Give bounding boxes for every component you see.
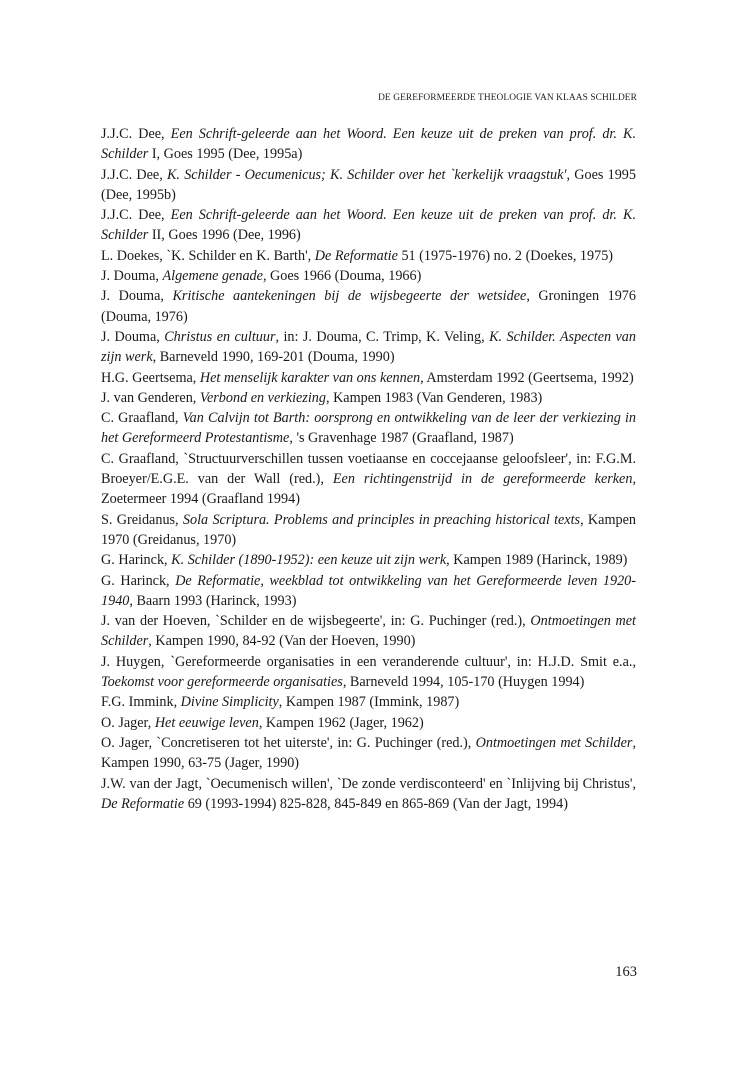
bibliography-entry	[101, 408, 636, 449]
entry-text: F.G. Immink,	[101, 694, 181, 711]
entry-title: Algemene genade	[162, 268, 263, 285]
entry-title: Verbond en verkiezing	[199, 389, 326, 406]
entry-title: De Reformatie, weekblad tot ontwikkeling van het Gereformeerde leven 1920-1940	[101, 572, 636, 609]
entry-text: , Kampen 1987 (Immink, 1987)	[278, 694, 460, 711]
bibliography-entry	[101, 246, 636, 266]
entry-text: , Zoetermeer 1994 (Graafland 1994)	[101, 471, 636, 508]
bibliography-entry	[101, 733, 636, 774]
bibliography-entry	[101, 388, 636, 408]
entry-text: , Goes 1995 (Dee, 1995b)	[101, 166, 636, 203]
entry-text: , Kampen 1990, 63-75 (Jager, 1990)	[101, 734, 636, 772]
bibliography-entry	[101, 550, 636, 570]
entry-title: Divine Simplicity	[180, 694, 279, 711]
entry-text: O. Jager,	[101, 714, 155, 731]
entry-text: , Kampen 1990, 84-92 (Van der Hoeven, 1990)	[148, 633, 416, 650]
entry-text: J.J.C. Dee,	[101, 207, 171, 224]
bibliography-entry	[101, 652, 636, 693]
bibliography-entry	[101, 266, 636, 286]
entry-text: , Baarn 1993 (Harinck, 1993)	[129, 592, 297, 609]
entry-text: , Kampen 1970 (Greidanus, 1970)	[101, 511, 636, 548]
entry-text: C. Graafland,	[101, 410, 183, 427]
entry-text: 69 (1993-1994) 825-828, 845-849 en 865-869 (Van der Jagt, 1994)	[184, 795, 568, 812]
entry-title: K. Schilder - Oecumenicus; K. Schilder over het `kerkelijk vraagstuk'	[166, 166, 567, 183]
entry-text: 51 (1975-1976) no. 2 (Doekes, 1975)	[397, 247, 614, 264]
entry-text: J. van Genderen,	[101, 389, 200, 406]
bibliography-entry	[101, 510, 636, 551]
entry-title: Een Schrift-geleerde aan het Woord. Een keuze uit de preken van prof. dr. K. Schilder	[101, 207, 636, 244]
entry-title: K. Schilder (1890-1952): een keuze uit zijn werk	[171, 552, 447, 569]
entry-title: Ontmoetingen met Schilder	[101, 613, 636, 650]
entry-text: H.G. Geertsema,	[101, 369, 200, 386]
entry-title: Een Schrift-geleerde aan het Woord. Een keuze uit de preken van prof. dr. K. Schilder	[101, 126, 636, 163]
entry-title: Toekomst voor gereformeerde organisaties	[101, 674, 343, 691]
entry-text: , 's Gravenhage 1987 (Graafland, 1987)	[289, 430, 514, 447]
bibliography-entry	[101, 327, 636, 368]
entry-text: J.W. van der Jagt, `Oecumenisch willen', `De zonde verdisconteerd' en `Inlijving bij Christus',	[101, 775, 636, 792]
entry-text: J.J.C. Dee,	[101, 166, 167, 183]
entry-text: II, Goes 1996 (Dee, 1996)	[148, 227, 301, 244]
entry-text: O. Jager, `Concretiseren tot het uiterste', in: G. Puchinger (red.),	[101, 734, 476, 751]
bibliography-entry	[101, 286, 636, 327]
entry-text: C. Graafland, `Structuurverschillen tussen voetiaanse en coccejaanse geloofsleer', in: F.G.M. Broeyer/E.G.E. van der Wall (red.),	[101, 450, 636, 488]
entry-text: J. Douma,	[101, 268, 163, 285]
entry-text: J. van der Hoeven, `Schilder en de wijsbegeerte', in: G. Puchinger (red.),	[101, 613, 531, 630]
entry-text: J. Douma,	[101, 288, 173, 305]
entry-title: Ontmoetingen met Schilder	[475, 734, 633, 751]
entry-text: J.J.C. Dee,	[101, 126, 171, 142]
entry-title: Het menselijk karakter van ons kennen	[199, 369, 421, 386]
entry-text: , Barneveld 1994, 105-170 (Huygen 1994)	[342, 674, 585, 691]
entry-text: , Groningen 1976 (Douma, 1976)	[101, 288, 636, 325]
entry-text: G. Harinck,	[101, 572, 176, 589]
entry-title: Christus en cultuur	[164, 328, 276, 345]
entry-title: Van Calvijn tot Barth: oorsprong en ontwikkeling van de leer der verkiezing in het Gereformeerd Protestantisme	[101, 410, 636, 447]
entry-text: G. Harinck,	[101, 552, 172, 569]
bibliography-entry	[101, 611, 636, 652]
page-number: 163	[615, 964, 637, 980]
entry-title: K. Schilder. Aspecten van zijn werk	[101, 328, 636, 366]
bibliography-entry	[101, 124, 636, 165]
entry-text: , Kampen 1989 (Harinck, 1989)	[446, 552, 628, 569]
bibliography-entry	[101, 165, 636, 206]
entry-text: J. Huygen, `Gereformeerde organisaties in een veranderende cultuur', in: H.J.D. Smit e.a.,	[101, 653, 636, 670]
entry-text: S. Greidanus,	[101, 511, 183, 528]
entry-text: , Amsterdam 1992 (Geertsema, 1992)	[420, 369, 634, 386]
bibliography-entry	[101, 713, 636, 733]
entry-title: Het eeuwige leven	[154, 714, 259, 731]
bibliography-entry	[101, 368, 636, 388]
entry-title: De Reformatie	[101, 795, 185, 812]
entry-title: Sola Scriptura. Problems and principles in preaching historical texts	[182, 511, 581, 528]
entry-text: I, Goes 1995 (Dee, 1995a)	[148, 146, 303, 163]
entry-title: Een richtingenstrijd in de gereformeerde kerken	[332, 471, 633, 488]
entry-text: , Goes 1966 (Douma, 1966)	[262, 268, 422, 285]
entry-text: J. Douma,	[101, 328, 165, 345]
bibliography-entry	[101, 692, 636, 712]
bibliography-entry	[101, 571, 636, 612]
entry-text: , Barneveld 1990, 169-201 (Douma, 1990)	[152, 349, 395, 366]
bibliography-list	[101, 124, 636, 814]
bibliography-entry	[101, 774, 636, 815]
entry-title: Kritische aantekeningen bij de wijsbegeerte der wetsidee	[172, 288, 527, 305]
running-header: DE GEREFORMEERDE THEOLOGIE VAN KLAAS SCHILDER	[378, 93, 637, 103]
bibliography-entry	[101, 449, 636, 510]
entry-text: , in: J. Douma, C. Trimp, K. Veling,	[275, 328, 490, 345]
entry-title: De Reformatie	[314, 247, 398, 264]
entry-text: L. Doekes, `K. Schilder en K. Barth',	[101, 247, 315, 264]
bibliography-entry	[101, 205, 636, 246]
entry-text: , Kampen 1983 (Van Genderen, 1983)	[325, 389, 543, 406]
entry-text: , Kampen 1962 (Jager, 1962)	[258, 714, 424, 731]
